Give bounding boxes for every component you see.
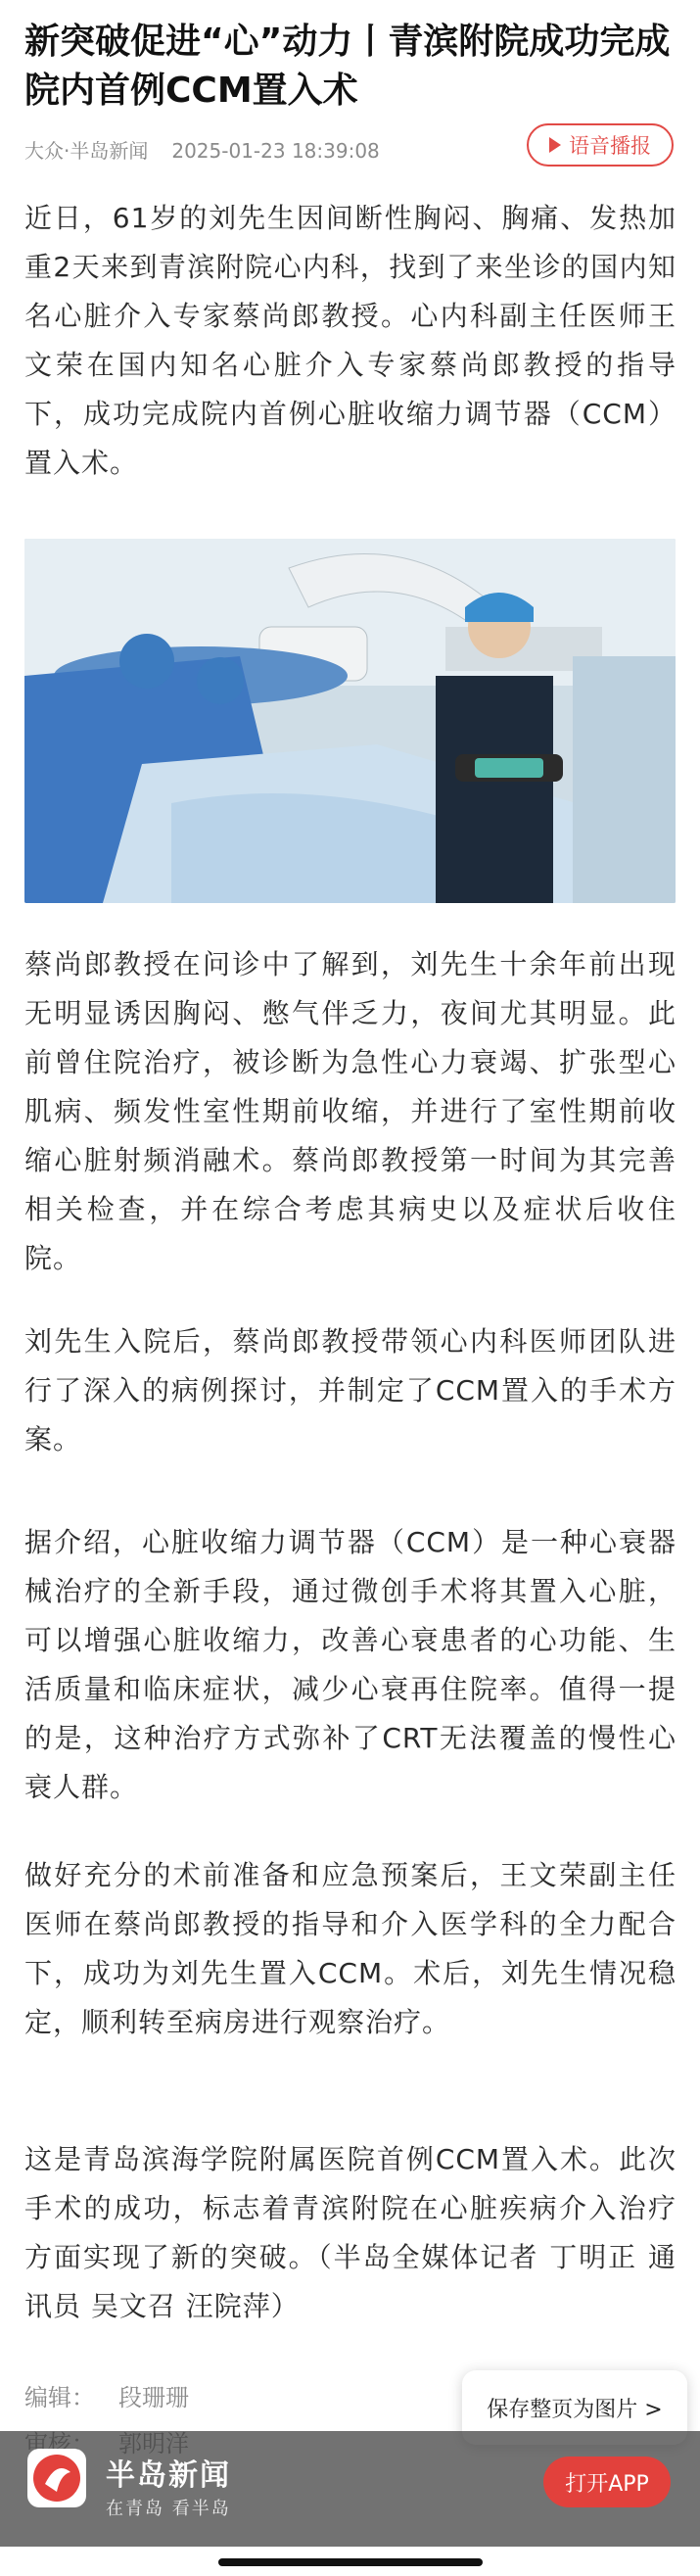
paragraph-3: 刘先生入院后，蔡尚郎教授带领心内科医师团队进行了深入的病例探讨，并制定了CCM置入的手术方案。 xyxy=(24,1325,677,1455)
article-timestamp: 2025-01-23 18:39:08 xyxy=(171,139,380,163)
paragraph-1: 近日，61岁的刘先生因间断性胸闷、胸痛、发热加重2天来到青滨附院心内科，找到了来坐诊的国内知名心脏介入专家蔡尚郎教授。心内科副主任医师王文荣在国内知名心脏介入专家蔡尚郎教授的指导下，成功完成院内首例心脏收缩力调节器（CCM）置入术。 xyxy=(24,202,677,479)
play-icon xyxy=(549,137,561,153)
tts-button[interactable] xyxy=(527,123,674,167)
editor-line xyxy=(24,2378,189,2412)
app-logo-icon xyxy=(27,2449,86,2507)
tts-label: 语音播报 xyxy=(569,134,651,158)
paragraph-5: 做好充分的术前准备和应急预案后，王文荣副主任医师在蔡尚郎教授的指导和介入医学科的全力配合下，成功为刘先生置入CCM。术后，刘先生情况稳定，顺利转至病房进行观察治疗。 xyxy=(24,1859,677,2038)
article-source: 大众·半岛新闻 xyxy=(24,139,149,163)
paragraph-6: 这是青岛滨海学院附属医院首例CCM置入术。此次手术的成功，标志着青滨附院在心脏疾病介入治疗方面实现了新的突破。（半岛全媒体记者 丁明正 通讯员 吴文召 汪院萍） xyxy=(24,2143,677,2322)
surgery-photo xyxy=(24,539,676,903)
surgery-photo-illustration xyxy=(24,539,676,903)
open-app-button[interactable]: 打开APP xyxy=(543,2457,671,2507)
article-title: 新突破促进“心”动力丨青滨附院成功完成院内首例CCM置入术 xyxy=(24,22,671,111)
app-logo-graphic xyxy=(27,2449,86,2507)
editor-name: 段珊珊 xyxy=(118,2384,189,2411)
brand-slogan: 在青岛 看半岛 xyxy=(106,2499,231,2519)
brand-name: 半岛新闻 xyxy=(106,2458,231,2493)
article-meta xyxy=(24,135,380,164)
home-indicator[interactable] xyxy=(218,2558,483,2566)
save-as-image-button[interactable]: 保存整页为图片 > xyxy=(462,2370,687,2445)
paragraph-4: 据介绍，心脏收缩力调节器（CCM）是一种心衰器械治疗的全新手段，通过微创手术将其置入心脏，可以增强心脏收缩力，改善心衰患者的心功能、生活质量和临床症状，减少心衰再住院率。值得一提的是，这种治疗方式弥补了CRT无法覆盖的慢性心衰人群。 xyxy=(24,1526,677,1803)
paragraph-2: 蔡尚郎教授在问诊中了解到，刘先生十余年前出现无明显诱因胸闷、憋气伴乏力，夜间尤其明显。此前曾住院治疗，被诊断为急性心力衰竭、扩张型心肌病、频发性室性期前收缩，并进行了室性期前收缩心脏射频消融术。蔡尚郎教授第一时间为其完善相关检查，并在综合考虑其病史以及症状后收住院。 xyxy=(24,948,677,1274)
editor-label: 编辑： xyxy=(24,2384,95,2411)
